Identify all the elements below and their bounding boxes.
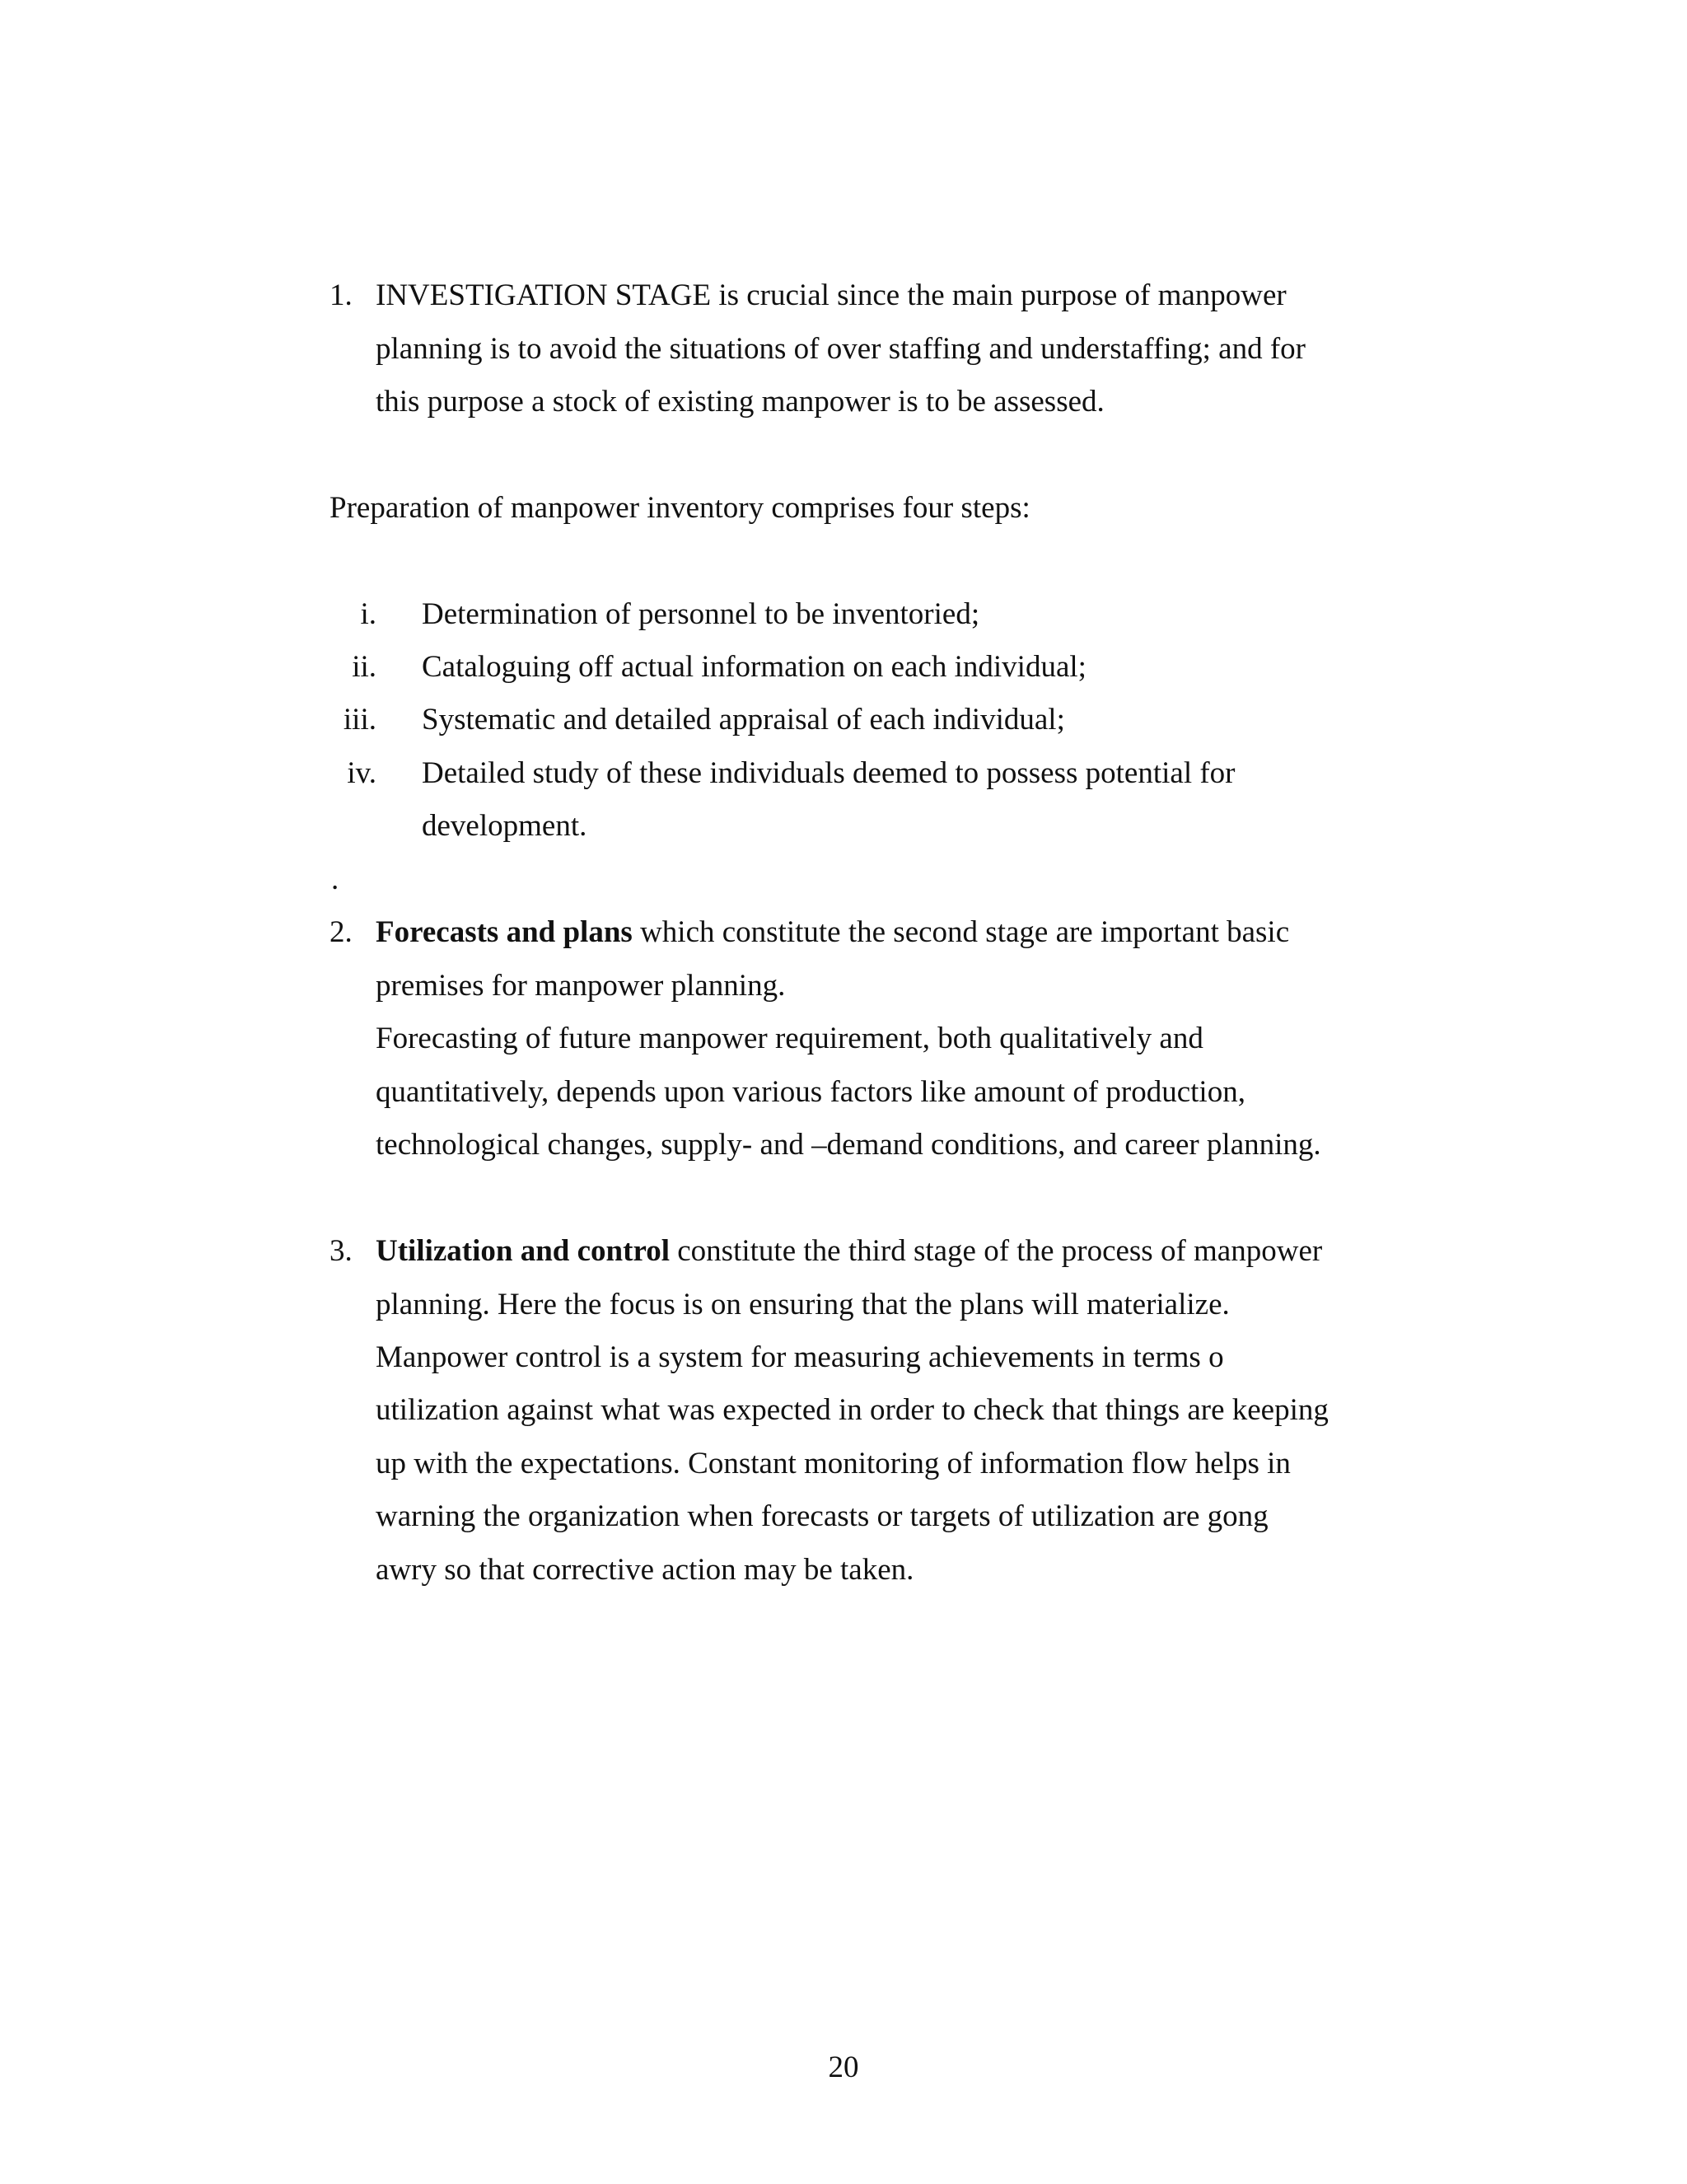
page-number: 20 [828,2051,859,2084]
section-3-number: 3. [329,1234,353,1268]
section-1-line: planning is to avoid the situations of over staffing and understaffing; and for [376,332,1306,366]
section-2-line: premises for manpower planning. [376,969,786,1003]
list-item-text: development. [422,809,587,843]
section-3-line: up with the expectations. Constant monitoring of information flow helps in [376,1447,1291,1480]
list-item-text: Systematic and detailed appraisal of each individual; [422,703,1065,737]
list-item-numeral: i. [360,597,376,631]
section-2-number: 2. [329,915,353,949]
list-item-numeral: ii. [352,650,376,684]
section-2-first-line-rest: which constitute the second stage are important basic [632,915,1290,949]
section-1-line: INVESTIGATION STAGE is crucial since the main purpose of manpower [376,278,1287,312]
section-3-bold-lead: Utilization and control [376,1234,670,1268]
section-1-line: this purpose a stock of existing manpower is to be assessed. [376,385,1105,419]
section-3-line: planning. Here the focus is on ensuring that the plans will materialize. [376,1288,1230,1321]
section-2-line: technological changes, supply- and –demand conditions, and career planning. [376,1128,1321,1162]
section-3-line: awry so that corrective action may be taken. [376,1553,914,1587]
section-1-number: 1. [329,278,353,312]
section-3-line: warning the organization when forecasts or targets of utilization are gong [376,1499,1269,1533]
section-2-bold-lead: Forecasts and plans [376,915,633,949]
section-2-first-line [376,914,1289,951]
list-item-numeral: iii. [343,703,376,737]
list-item-text: Cataloguing off actual information on each individual; [422,650,1087,684]
stray-dot: . [331,863,339,896]
list-item-text: Determination of personnel to be inventoried; [422,597,980,631]
list-item-numeral: iv. [347,756,376,790]
section-3-first-line [376,1233,1322,1270]
section-2-line: quantitatively, depends upon various factors like amount of production, [376,1075,1245,1109]
list-item-text: Detailed study of these individuals deemed to possess potential for [422,756,1236,790]
inventory-intro: Preparation of manpower inventory comprises four steps: [329,491,1030,525]
section-3-first-line-rest: constitute the third stage of the process of manpower [670,1234,1323,1268]
section-3-line: Manpower control is a system for measuring achievements in terms o [376,1340,1224,1374]
section-3-line: utilization against what was expected in order to check that things are keeping [376,1393,1329,1427]
section-2-line: Forecasting of future manpower requirement, both qualitatively and [376,1022,1203,1055]
